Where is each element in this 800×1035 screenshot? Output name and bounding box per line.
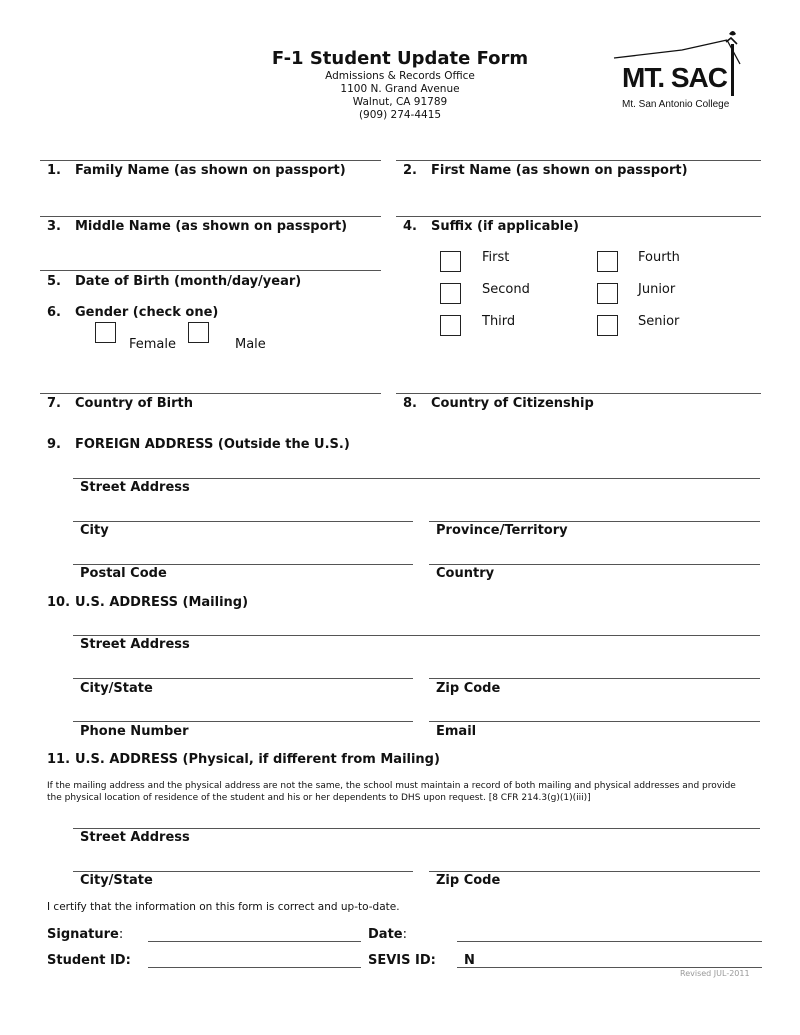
student-id-label: Student ID:: [47, 953, 131, 968]
mailing-city-label: City/State: [80, 681, 153, 696]
foreign-city-label: City: [80, 523, 109, 538]
foreign-city-line[interactable]: [73, 521, 413, 522]
field-5-number: 5.: [47, 274, 61, 289]
first-name-line[interactable]: [396, 160, 761, 161]
family-name-line[interactable]: [40, 160, 381, 161]
form-title: F-1 Student Update Form: [271, 48, 529, 69]
dob-line[interactable]: [40, 270, 381, 271]
logo-text: MT. SAC: [622, 62, 727, 93]
suffix-junior-label: Junior: [638, 282, 676, 297]
suffix-line: [396, 216, 761, 217]
physical-note-line-1: If the mailing address and the physical address are not the same, the school must maintain a record of both mailing and physical addresses and provide: [47, 781, 736, 791]
suffix-label: Suffix (if applicable): [431, 219, 579, 234]
suffix-second-checkbox[interactable]: [440, 283, 461, 304]
signature-line[interactable]: [148, 941, 361, 942]
foreign-postal-label: Postal Code: [80, 566, 167, 581]
male-label: Male: [235, 337, 266, 352]
mailing-email-label: Email: [436, 724, 477, 739]
mailing-address-heading: U.S. ADDRESS (Mailing): [75, 595, 249, 610]
suffix-junior-checkbox[interactable]: [597, 283, 618, 304]
suffix-fourth-checkbox[interactable]: [597, 251, 618, 272]
middle-name-line[interactable]: [40, 216, 381, 217]
country-citizenship-label: Country of Citizenship: [431, 396, 594, 411]
suffix-first-label: First: [482, 250, 510, 265]
signature-label: Signature:: [47, 927, 124, 942]
physical-street-line[interactable]: [73, 828, 760, 829]
country-citizenship-line[interactable]: [396, 393, 761, 394]
middle-name-label: Middle Name (as shown on passport): [75, 219, 348, 234]
field-6-number: 6.: [47, 305, 61, 320]
field-1-number: 1.: [47, 163, 61, 178]
physical-city-label: City/State: [80, 873, 153, 888]
suffix-senior-checkbox[interactable]: [597, 315, 618, 336]
suffix-first-checkbox[interactable]: [440, 251, 461, 272]
student-id-line[interactable]: [148, 967, 361, 968]
foreign-province-label: Province/Territory: [436, 523, 568, 538]
foreign-postal-line[interactable]: [73, 564, 413, 565]
mailing-email-line[interactable]: [429, 721, 760, 722]
date-label: Date:: [368, 927, 407, 942]
office-street: 1100 N. Grand Avenue: [340, 83, 460, 95]
foreign-address-heading: FOREIGN ADDRESS (Outside the U.S.): [75, 437, 350, 452]
physical-address-heading: U.S. ADDRESS (Physical, if different from Mailing): [75, 752, 440, 767]
family-name-label: Family Name (as shown on passport): [75, 163, 346, 178]
logo-subtitle: Mt. San Antonio College: [622, 99, 730, 110]
foreign-country-line[interactable]: [429, 564, 760, 565]
mailing-zip-label: Zip Code: [436, 681, 501, 696]
field-11-number: 11.: [47, 752, 71, 767]
revision-date: Revised JUL-2011: [680, 969, 750, 978]
physical-zip-line[interactable]: [429, 871, 760, 872]
mailing-phone-line[interactable]: [73, 721, 413, 722]
suffix-third-label: Third: [482, 314, 516, 329]
foreign-country-label: Country: [436, 566, 495, 581]
office-city: Walnut, CA 91789: [352, 96, 448, 108]
physical-street-label: Street Address: [80, 830, 190, 845]
female-label: Female: [129, 337, 177, 352]
suffix-second-label: Second: [482, 282, 530, 297]
female-checkbox[interactable]: [95, 322, 116, 343]
date-line[interactable]: [457, 941, 762, 942]
foreign-street-label: Street Address: [80, 480, 190, 495]
sevis-id-label: SEVIS ID:: [368, 953, 436, 968]
sevis-id-line[interactable]: [457, 967, 762, 968]
foreign-province-line[interactable]: [429, 521, 760, 522]
physical-city-line[interactable]: [73, 871, 413, 872]
field-7-number: 7.: [47, 396, 61, 411]
suffix-fourth-label: Fourth: [638, 250, 680, 265]
field-8-number: 8.: [403, 396, 417, 411]
gender-label: Gender (check one): [75, 305, 219, 320]
field-4-number: 4.: [403, 219, 417, 234]
mailing-city-line[interactable]: [73, 678, 413, 679]
first-name-label: First Name (as shown on passport): [431, 163, 688, 178]
field-10-number: 10.: [47, 595, 71, 610]
office-name: Admissions & Records Office: [325, 70, 475, 82]
physical-zip-label: Zip Code: [436, 873, 501, 888]
field-2-number: 2.: [403, 163, 417, 178]
foreign-street-line[interactable]: [73, 478, 760, 479]
mailing-street-line[interactable]: [73, 635, 760, 636]
male-checkbox[interactable]: [188, 322, 209, 343]
mailing-phone-label: Phone Number: [80, 724, 189, 739]
sevis-prefix: N: [464, 953, 475, 968]
suffix-senior-label: Senior: [638, 314, 680, 329]
suffix-third-checkbox[interactable]: [440, 315, 461, 336]
dob-label: Date of Birth (month/day/year): [75, 274, 302, 289]
country-birth-label: Country of Birth: [75, 396, 193, 411]
mailing-zip-line[interactable]: [429, 678, 760, 679]
field-9-number: 9.: [47, 437, 61, 452]
mailing-street-label: Street Address: [80, 637, 190, 652]
country-birth-line[interactable]: [40, 393, 381, 394]
office-phone: (909) 274-4415: [358, 109, 442, 121]
physical-note-line-2: the physical location of residence of the student and his or her dependents to DHS upon request. [8 CFR 214.3(g)(1)(iii)]: [47, 793, 591, 803]
certification-statement: I certify that the information on this form is correct and up-to-date.: [47, 901, 400, 913]
physical-note: [47, 780, 767, 804]
field-3-number: 3.: [47, 219, 61, 234]
